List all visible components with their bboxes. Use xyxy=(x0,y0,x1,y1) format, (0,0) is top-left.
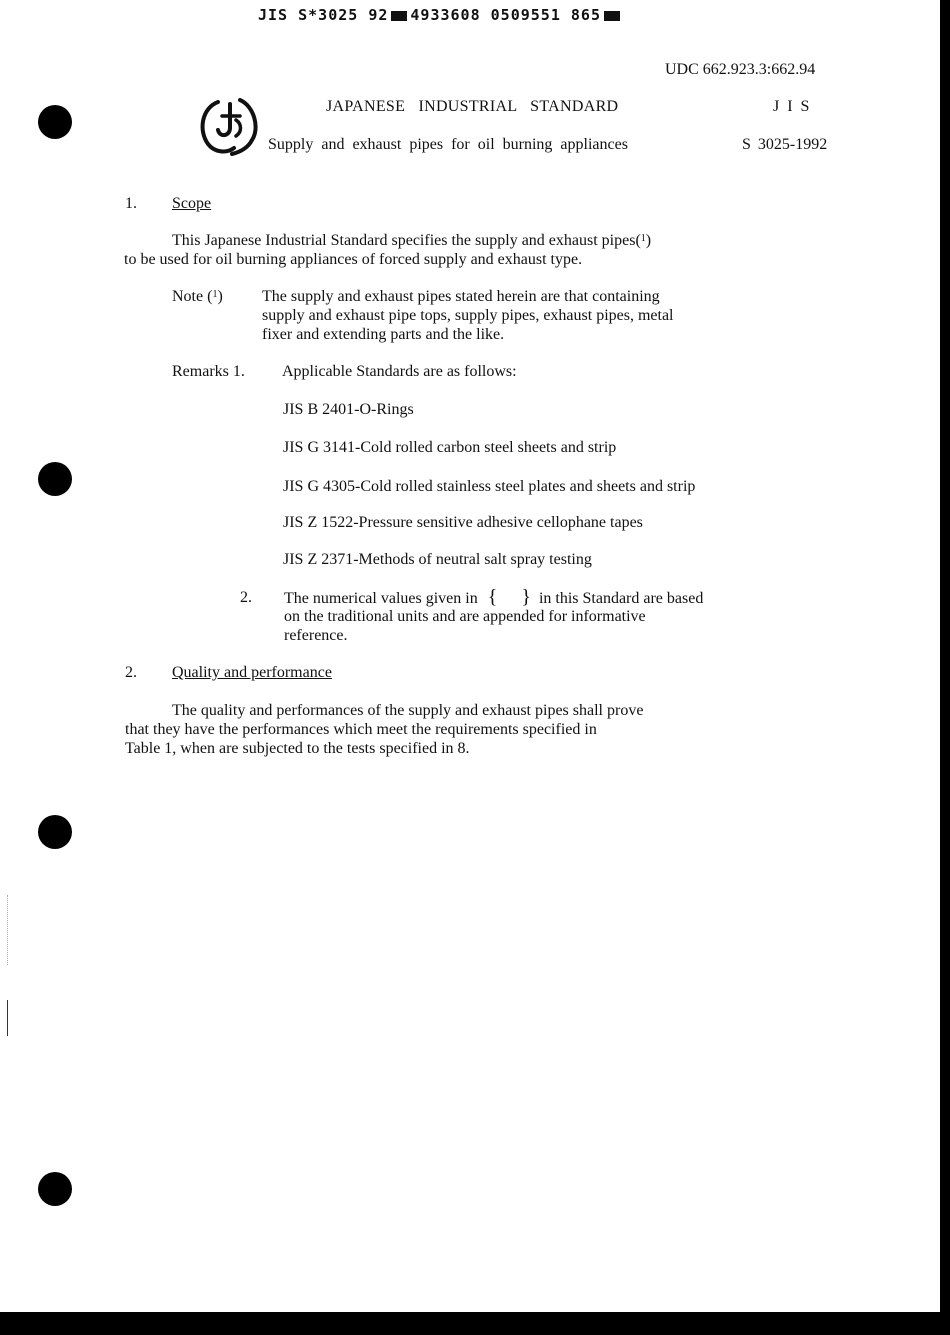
remark-2-line-2: on the traditional units and are appended for informative xyxy=(284,608,646,625)
section-1-heading: Scope xyxy=(172,195,212,212)
standard-reference: JIS Z 2371-Methods of neutral salt spray testing xyxy=(283,551,592,568)
section-2-heading: Quality and performance xyxy=(172,664,332,681)
punch-hole xyxy=(38,815,72,849)
note-line: supply and exhaust pipe tops, supply pipes, exhaust pipes, metal xyxy=(262,307,674,324)
quality-paragraph-line: Table 1, when are subjected to the tests specified in 8. xyxy=(125,740,470,757)
note-line: fixer and extending parts and the like. xyxy=(262,326,505,343)
section-2-number: 2. xyxy=(125,664,137,681)
barcode-line xyxy=(258,6,623,24)
right-edge-border xyxy=(940,0,950,1335)
standard-reference: JIS B 2401-O-Rings xyxy=(283,401,414,418)
brace-close: } xyxy=(521,586,531,608)
brace-open: { xyxy=(487,586,498,608)
scan-mark xyxy=(7,895,9,965)
punch-hole xyxy=(38,1172,72,1206)
remark-2-line-3: reference. xyxy=(284,627,348,644)
jis-logo-icon xyxy=(196,94,264,158)
remark-2-number: 2. xyxy=(240,589,252,606)
document-title: Supply and exhaust pipes for oil burning appliances xyxy=(268,136,628,153)
document-number: S 3025-1992 xyxy=(742,136,828,153)
note-label: Note ($^1$) xyxy=(172,288,223,305)
standard-reference: JIS G 4305-Cold rolled stainless steel plates and sheets and strip xyxy=(283,478,696,495)
standard-reference: JIS Z 1522-Pressure sensitive adhesive cellophane tapes xyxy=(283,514,643,531)
barcode-block xyxy=(391,11,407,21)
scope-paragraph-line-1: This Japanese Industrial Standard specifies the supply and exhaust pipes($^1$) xyxy=(172,232,652,249)
punch-hole xyxy=(38,462,72,496)
remarks-label: Remarks 1. xyxy=(172,363,245,380)
standard-reference: JIS G 3141-Cold rolled carbon steel sheets and strip xyxy=(283,439,617,456)
punch-hole xyxy=(38,105,72,139)
note-line: The supply and exhaust pipes stated herein are that containing xyxy=(262,288,660,305)
bottom-edge-border xyxy=(0,1312,950,1335)
quality-paragraph-line: that they have the performances which meet the requirements specified in xyxy=(125,721,597,738)
jis-mark: J I S xyxy=(773,98,810,115)
quality-paragraph-line: The quality and performances of the supply and exhaust pipes shall prove xyxy=(172,702,644,719)
scope-paragraph-line-2: to be used for oil burning appliances of forced supply and exhaust type. xyxy=(124,251,583,268)
udc-code: UDC 662.923.3:662.94 xyxy=(665,61,816,78)
barcode-number: 4933608 0509551 865 xyxy=(410,6,601,24)
remark-2-line-1: The numerical values given in { } in this Standard are based xyxy=(284,586,704,608)
scan-mark xyxy=(7,1000,8,1036)
section-1-number: 1. xyxy=(125,195,137,212)
standard-title: JAPANESE INDUSTRIAL STANDARD xyxy=(326,98,619,115)
barcode-block xyxy=(604,11,620,21)
remarks-intro: Applicable Standards are as follows: xyxy=(282,363,517,380)
barcode-prefix: JIS S*3025 92 xyxy=(258,6,389,24)
